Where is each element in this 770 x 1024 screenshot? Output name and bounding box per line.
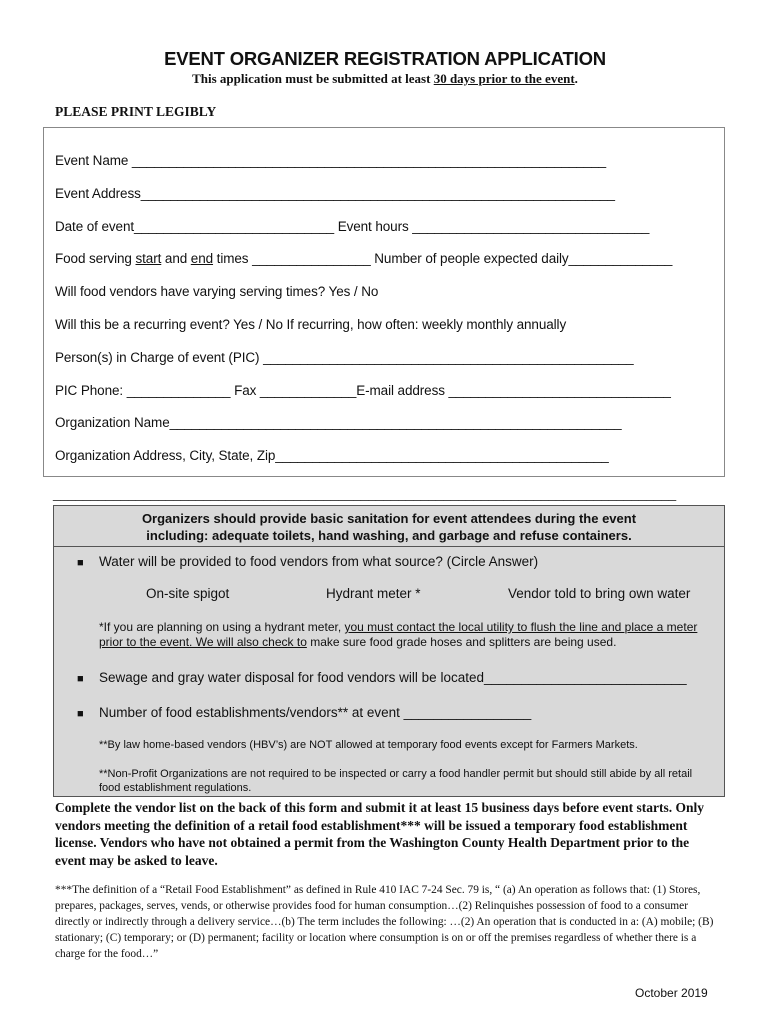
- sanitation-heading: [53, 510, 725, 544]
- email-field[interactable]: E-mail address ______________________________: [356, 383, 671, 398]
- sanitation-box: [53, 505, 725, 797]
- option-hydrant-meter[interactable]: Hydrant meter *: [326, 586, 421, 601]
- hydrant-note-intro: *If you are planning on using a hydrant meter,: [99, 620, 345, 634]
- vendor-list-instructions: Complete the vendor list on the back of this form and submit it at least 15 business days before event starts. Only vendors meeting the definition of a retail food establishment*** will be issued a temporary food establishment license. Vendors who have not obtained a permit from the Washington County Health Department prior to the event may be asked to leave.: [55, 800, 705, 868]
- pic-field[interactable]: Person(s) in Charge of event (PIC) __________________________________________________: [55, 350, 634, 365]
- option-vendor-own-water[interactable]: Vendor told to bring own water: [508, 586, 691, 601]
- separator-line: ___________________________________________________________________________________: [53, 486, 677, 501]
- sanitation-divider: [53, 546, 725, 547]
- nonprofit-note: **Non-Profit Organizations are not required to be inspected or carry a food handler permit but should still abide by all retail food establishment regulations.: [99, 768, 693, 794]
- recurring-event-question[interactable]: Will this be a recurring event? Yes / No If recurring, how often: weekly monthly annually: [55, 317, 567, 332]
- date-of-event-field[interactable]: Date of event___________________________: [55, 219, 335, 234]
- organization-address-field[interactable]: Organization Address, City, State, Zip_____________________________________________: [55, 448, 609, 463]
- food-serving-start-label: start: [135, 251, 162, 266]
- form-title: EVENT ORGANIZER REGISTRATION APPLICATION: [164, 48, 606, 69]
- hydrant-note-emphasis: you must contact the local utility to flush the line and place a meter prior to the event. We will also check to: [99, 620, 698, 649]
- event-date-hours-row: [55, 219, 649, 234]
- food-serving-row: [55, 251, 672, 266]
- bullet-icon: ■: [77, 673, 84, 685]
- food-serving-and-label: and: [161, 251, 191, 266]
- food-serving-label: Food serving: [55, 251, 136, 266]
- hydrant-meter-note: [99, 620, 709, 650]
- people-expected-field[interactable]: Number of people expected daily______________: [374, 251, 673, 266]
- print-legibly-notice: PLEASE PRINT LEGIBLY: [55, 104, 217, 119]
- bullet-icon: ■: [77, 557, 84, 569]
- food-serving-times-field[interactable]: [55, 251, 371, 266]
- subtitle-deadline: 30 days prior to the event: [433, 71, 575, 86]
- subtitle-period: .: [574, 71, 578, 86]
- pic-phone-field[interactable]: PIC Phone: ______________: [55, 383, 231, 398]
- water-source-question: Water will be provided to food vendors from what source? (Circle Answer): [99, 554, 539, 569]
- revision-date: October 2019: [635, 986, 708, 1000]
- sewage-disposal-field[interactable]: Sewage and gray water disposal for food vendors will be located___________________________: [99, 670, 687, 685]
- sanitation-heading-line2: including: adequate toilets, hand washing, and garbage and refuse containers.: [146, 528, 632, 543]
- food-serving-times-blank: times ________________: [213, 251, 371, 266]
- varying-times-question[interactable]: Will food vendors have varying serving times? Yes / No: [55, 284, 379, 299]
- subtitle-text: This application must be submitted at least: [192, 71, 434, 86]
- food-serving-end-label: end: [190, 251, 214, 266]
- event-address-field[interactable]: Event Address________________________________________________________________: [55, 186, 615, 201]
- form-subtitle: [0, 71, 770, 87]
- hbv-note: **By law home-based vendors (HBV’s) are NOT allowed at temporary food events except for Farmers Markets.: [99, 739, 638, 751]
- num-establishments-field[interactable]: Number of food establishments/vendors** at event _________________: [99, 705, 532, 720]
- event-hours-field[interactable]: Event hours ________________________________: [337, 219, 650, 234]
- option-onsite-spigot[interactable]: On-site spigot: [146, 586, 230, 601]
- sanitation-heading-line1: Organizers should provide basic sanitation for event attendees during the event: [141, 511, 637, 526]
- contact-row: [55, 383, 671, 398]
- hydrant-note-end: make sure food grade hoses and splitters are being used.: [306, 635, 617, 649]
- event-name-field[interactable]: Event Name ________________________________________________________________: [55, 153, 607, 168]
- bullet-icon: ■: [77, 708, 84, 720]
- fax-field[interactable]: Fax _____________: [234, 383, 357, 398]
- organization-name-field[interactable]: Organization Name_____________________________________________________________: [55, 415, 622, 430]
- retail-food-definition: ***The definition of a “Retail Food Establishment” as defined in Rule 410 IAC 7-24 Sec. 79 is, “ (a) An operation as follows that: (1) Stores, prepares, packages, serves, vends, or otherwise provides food for human consumption…(2) Relinquishes possession of food to a consumer directly or indirectly through a delivery service…(b) The term includes the following: …(2) An operation that is conducted in a: (A) mobile; (B) stationary; (C) temporary; or (D) permanent; facility or location where consumption is on or off the premises regardless of whether there is a charge for the food…”: [55, 884, 714, 960]
